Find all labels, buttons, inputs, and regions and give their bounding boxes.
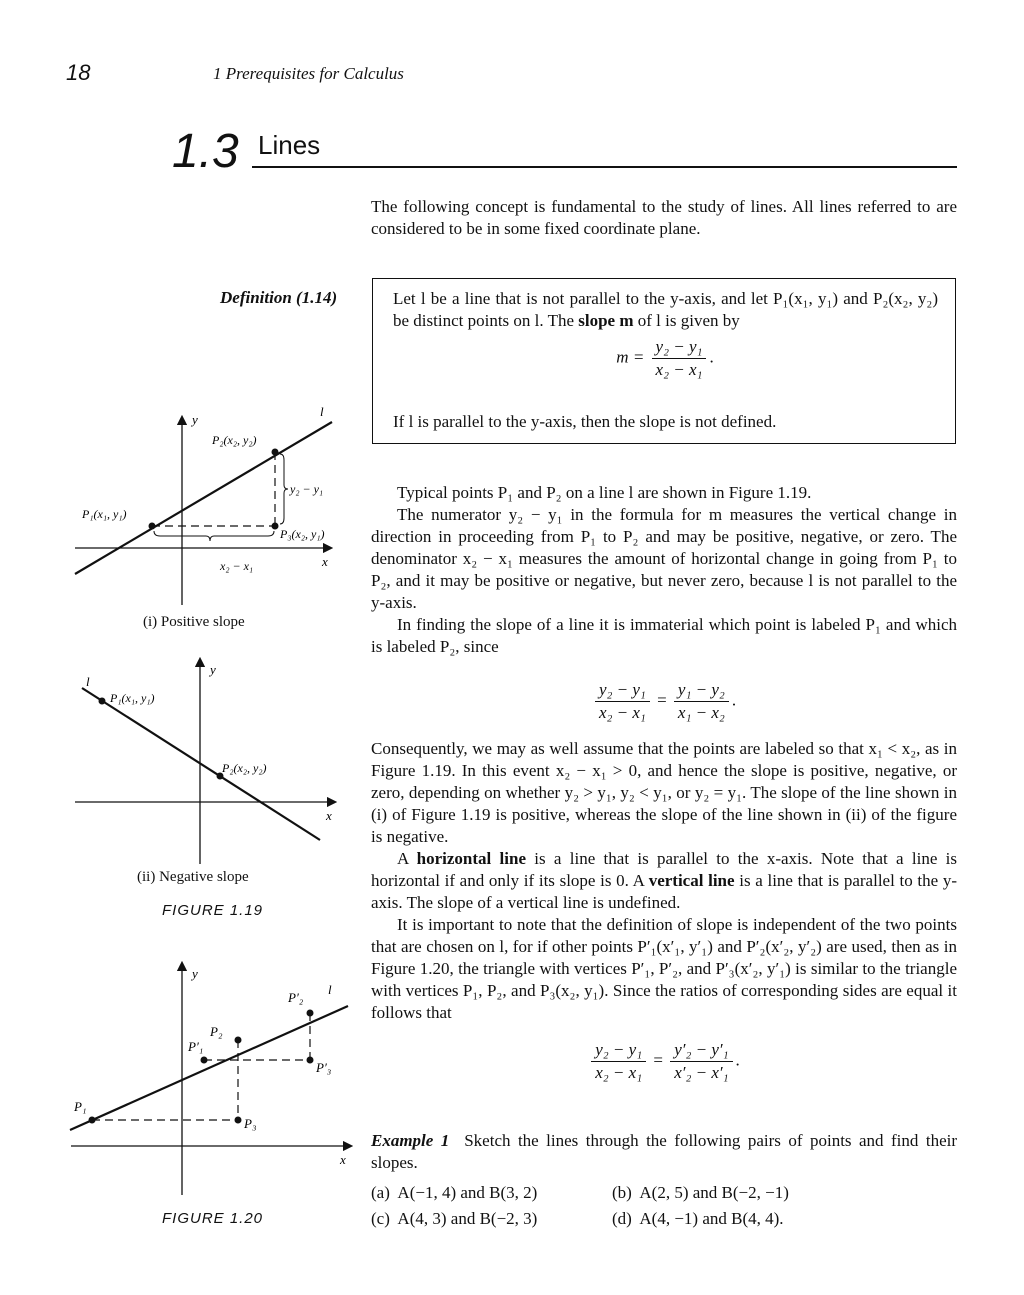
p1-prime-label: P′₁	[188, 1039, 204, 1054]
point-p2-prime	[307, 1010, 314, 1017]
p3-prime-label: P′₃	[316, 1060, 332, 1075]
p1-label: P₁	[74, 1099, 87, 1114]
intro-paragraph: The following concept is fundamental to the study of lines. All lines referred to are considered to be in some fixed coordinate plane.	[371, 197, 957, 238]
figure-1-20-label: FIGURE 1.20	[162, 1210, 264, 1227]
definition-box	[372, 278, 956, 444]
point-p1	[89, 1117, 96, 1124]
body-p2: The numerator y₂ − y₁ in the formula for m measures the vertical change in direction in proceeding from P₁ to P₂ and may be positive, negative, or zero. The denominator x₂ − x₁ measures the amount of horizontal change in going from P₁ to P₂, and it may be positive or negative, but never zero, because l is not parallel to the y-axis.	[371, 505, 957, 612]
example-1	[371, 1130, 957, 1174]
line-l	[70, 1006, 348, 1130]
eq1-equals: =	[657, 690, 667, 710]
p5-vertical-line: vertical line	[648, 871, 735, 890]
example-c: (c) A(4, 3) and B(−2, 3)	[371, 1209, 538, 1228]
section-number: 1.3	[172, 125, 239, 178]
eq1-n2: y₁ − y₂	[674, 680, 729, 702]
formula-fraction	[652, 337, 707, 380]
x-label: x	[322, 554, 328, 569]
formula-lhs: m =	[616, 347, 645, 367]
line-l	[75, 422, 332, 574]
body-p6: It is important to note that the definition of slope is independent of the two points that are chosen on l, for if other points P′₁(x′₁, y′₁) and P′₂(x′₂, y′₂) are used, then as in Figure 1.20, the triangle with vertices P′₁, P′₂, and P′₃(x′₂, y′₁) is similar to the triangle with vertices P₁, P₂, and P₃(x₂, y₁). Since the ratios of corresponding sides are equal it follows that	[371, 915, 957, 1022]
y-label: y	[192, 412, 198, 427]
point-p2	[272, 449, 279, 456]
caption-positive-slope: (i) Positive slope	[143, 614, 245, 630]
l-label: l	[86, 674, 90, 689]
eq2-n2: y′₂ − y′₁	[670, 1040, 732, 1062]
definition-text	[393, 288, 938, 332]
y-label: y	[210, 662, 216, 677]
eq1-end: .	[731, 690, 737, 710]
eq1-n1: y₂ − y₁	[595, 680, 650, 702]
x-label: x	[340, 1152, 346, 1167]
p1-label: P₁(x₁, y₁)	[82, 507, 127, 521]
y-label: y	[192, 966, 198, 981]
eq2-frac1	[591, 1040, 646, 1083]
eq2-d1: x₂ − x₁	[595, 1063, 643, 1082]
definition-bold: slope m	[578, 311, 634, 330]
point-p3	[235, 1117, 242, 1124]
eq2-equals: =	[653, 1050, 663, 1070]
definition-line1-post: of l is given by	[633, 311, 740, 330]
example-d: (d) A(4, −1) and B(4, 4).	[612, 1209, 784, 1228]
figure-1-19-label: FIGURE 1.19	[162, 902, 264, 919]
point-p1	[99, 698, 106, 705]
p5-horizontal-line: horizontal line	[416, 849, 526, 868]
eq2-d2: x′₂ − x′₁	[674, 1063, 729, 1082]
caption-negative-slope: (ii) Negative slope	[137, 869, 249, 885]
eq1-d2: x₁ − x₂	[677, 703, 725, 722]
definition-label: Definition (1.14)	[220, 288, 338, 307]
formula-denominator: x₂ − x₁	[655, 360, 703, 379]
formula-end: .	[709, 347, 714, 367]
p5-d: is a line that is parallel to the y-axis. The slope of a vertical line is undefined.	[371, 871, 957, 912]
figure-1-19-i	[70, 400, 360, 610]
eq1-frac1	[595, 680, 650, 723]
eq2-n1: y₂ − y₁	[591, 1040, 646, 1062]
point-p1-prime	[201, 1057, 208, 1064]
p2-label: P₂	[210, 1024, 223, 1039]
point-p3	[272, 523, 279, 530]
section-title: Lines	[258, 130, 321, 160]
p1-label: P₁(x₁, y₁)	[110, 691, 155, 705]
p3-label: P₃	[244, 1116, 257, 1131]
l-label: l	[328, 982, 332, 997]
running-title: 1 Prerequisites for Calculus	[213, 64, 404, 83]
dx-label: x₂ − x₁	[220, 559, 254, 573]
definition-line1-pre: Let l be a line that is not parallel to the y-axis, and let P₁(x₁, y₁) and P₂(x₂, y₂) be distinct points on l. The	[393, 289, 938, 330]
body-p5	[371, 848, 957, 914]
slope-formula	[373, 337, 957, 380]
equation-similar	[371, 1040, 957, 1083]
example-a: (a) A(−1, 4) and B(3, 2)	[371, 1183, 538, 1202]
figure-1-19-ii	[70, 652, 360, 867]
example-b: (b) A(2, 5) and B(−2, −1)	[612, 1183, 789, 1202]
dy-brace	[280, 454, 288, 524]
body-p3: In finding the slope of a line it is immaterial which point is labeled P₁ and which is labeled P₂, since	[371, 615, 957, 656]
page-number: 18	[66, 60, 91, 85]
formula-numerator: y₂ − y₁	[652, 337, 707, 359]
body-p1: Typical points P₁ and P₂ on a line l are shown in Figure 1.19.	[397, 483, 812, 502]
eq1-d1: x₂ − x₁	[598, 703, 646, 722]
x-label: x	[326, 808, 332, 823]
eq1-frac2	[674, 680, 729, 723]
p2-prime-label: P′₂	[288, 990, 304, 1005]
example-text: Sketch the lines through the following pairs of points and find their slopes.	[371, 1131, 957, 1172]
p5-a: A	[397, 849, 417, 868]
definition-line2: If l is parallel to the y-axis, then the slope is not defined.	[393, 412, 777, 431]
point-p1	[149, 523, 156, 530]
p2-label: P₂(x₂, y₂)	[222, 761, 267, 775]
eq2-end: .	[735, 1050, 740, 1070]
p5-c: is a line that is parallel to the x-axis. Note that a line is horizontal if and only if its slope is 0. A	[371, 849, 958, 890]
section-rule	[252, 166, 957, 168]
point-p3-prime	[307, 1057, 314, 1064]
eq2-frac2	[670, 1040, 732, 1083]
dy-label: y₂ − y₁	[290, 482, 324, 496]
p3-label: P₃(x₂, y₁)	[280, 527, 325, 541]
equation-swap	[371, 680, 957, 723]
line-l	[82, 688, 320, 840]
l-label: l	[320, 404, 324, 419]
figure-1-20	[66, 958, 366, 1198]
body-p4: Consequently, we may as well assume that the points are labeled so that x₁ < x₂, as in Figure 1.19. In this event x₂ − x₁ > 0, and hence the slope is positive, negative, or zero, depending on whether y₂ > y₁, y₂ < y₁, or y₂ = y₁. The slope of the line shown in (i) of Figure 1.19 is positive, whereas the slope of the line shown in (ii) of the figure is negative.	[371, 739, 957, 846]
p2-label: P₂(x₂, y₂)	[212, 433, 257, 447]
point-p2	[235, 1037, 242, 1044]
example-label: Example 1	[371, 1131, 450, 1150]
dx-brace	[154, 531, 274, 541]
